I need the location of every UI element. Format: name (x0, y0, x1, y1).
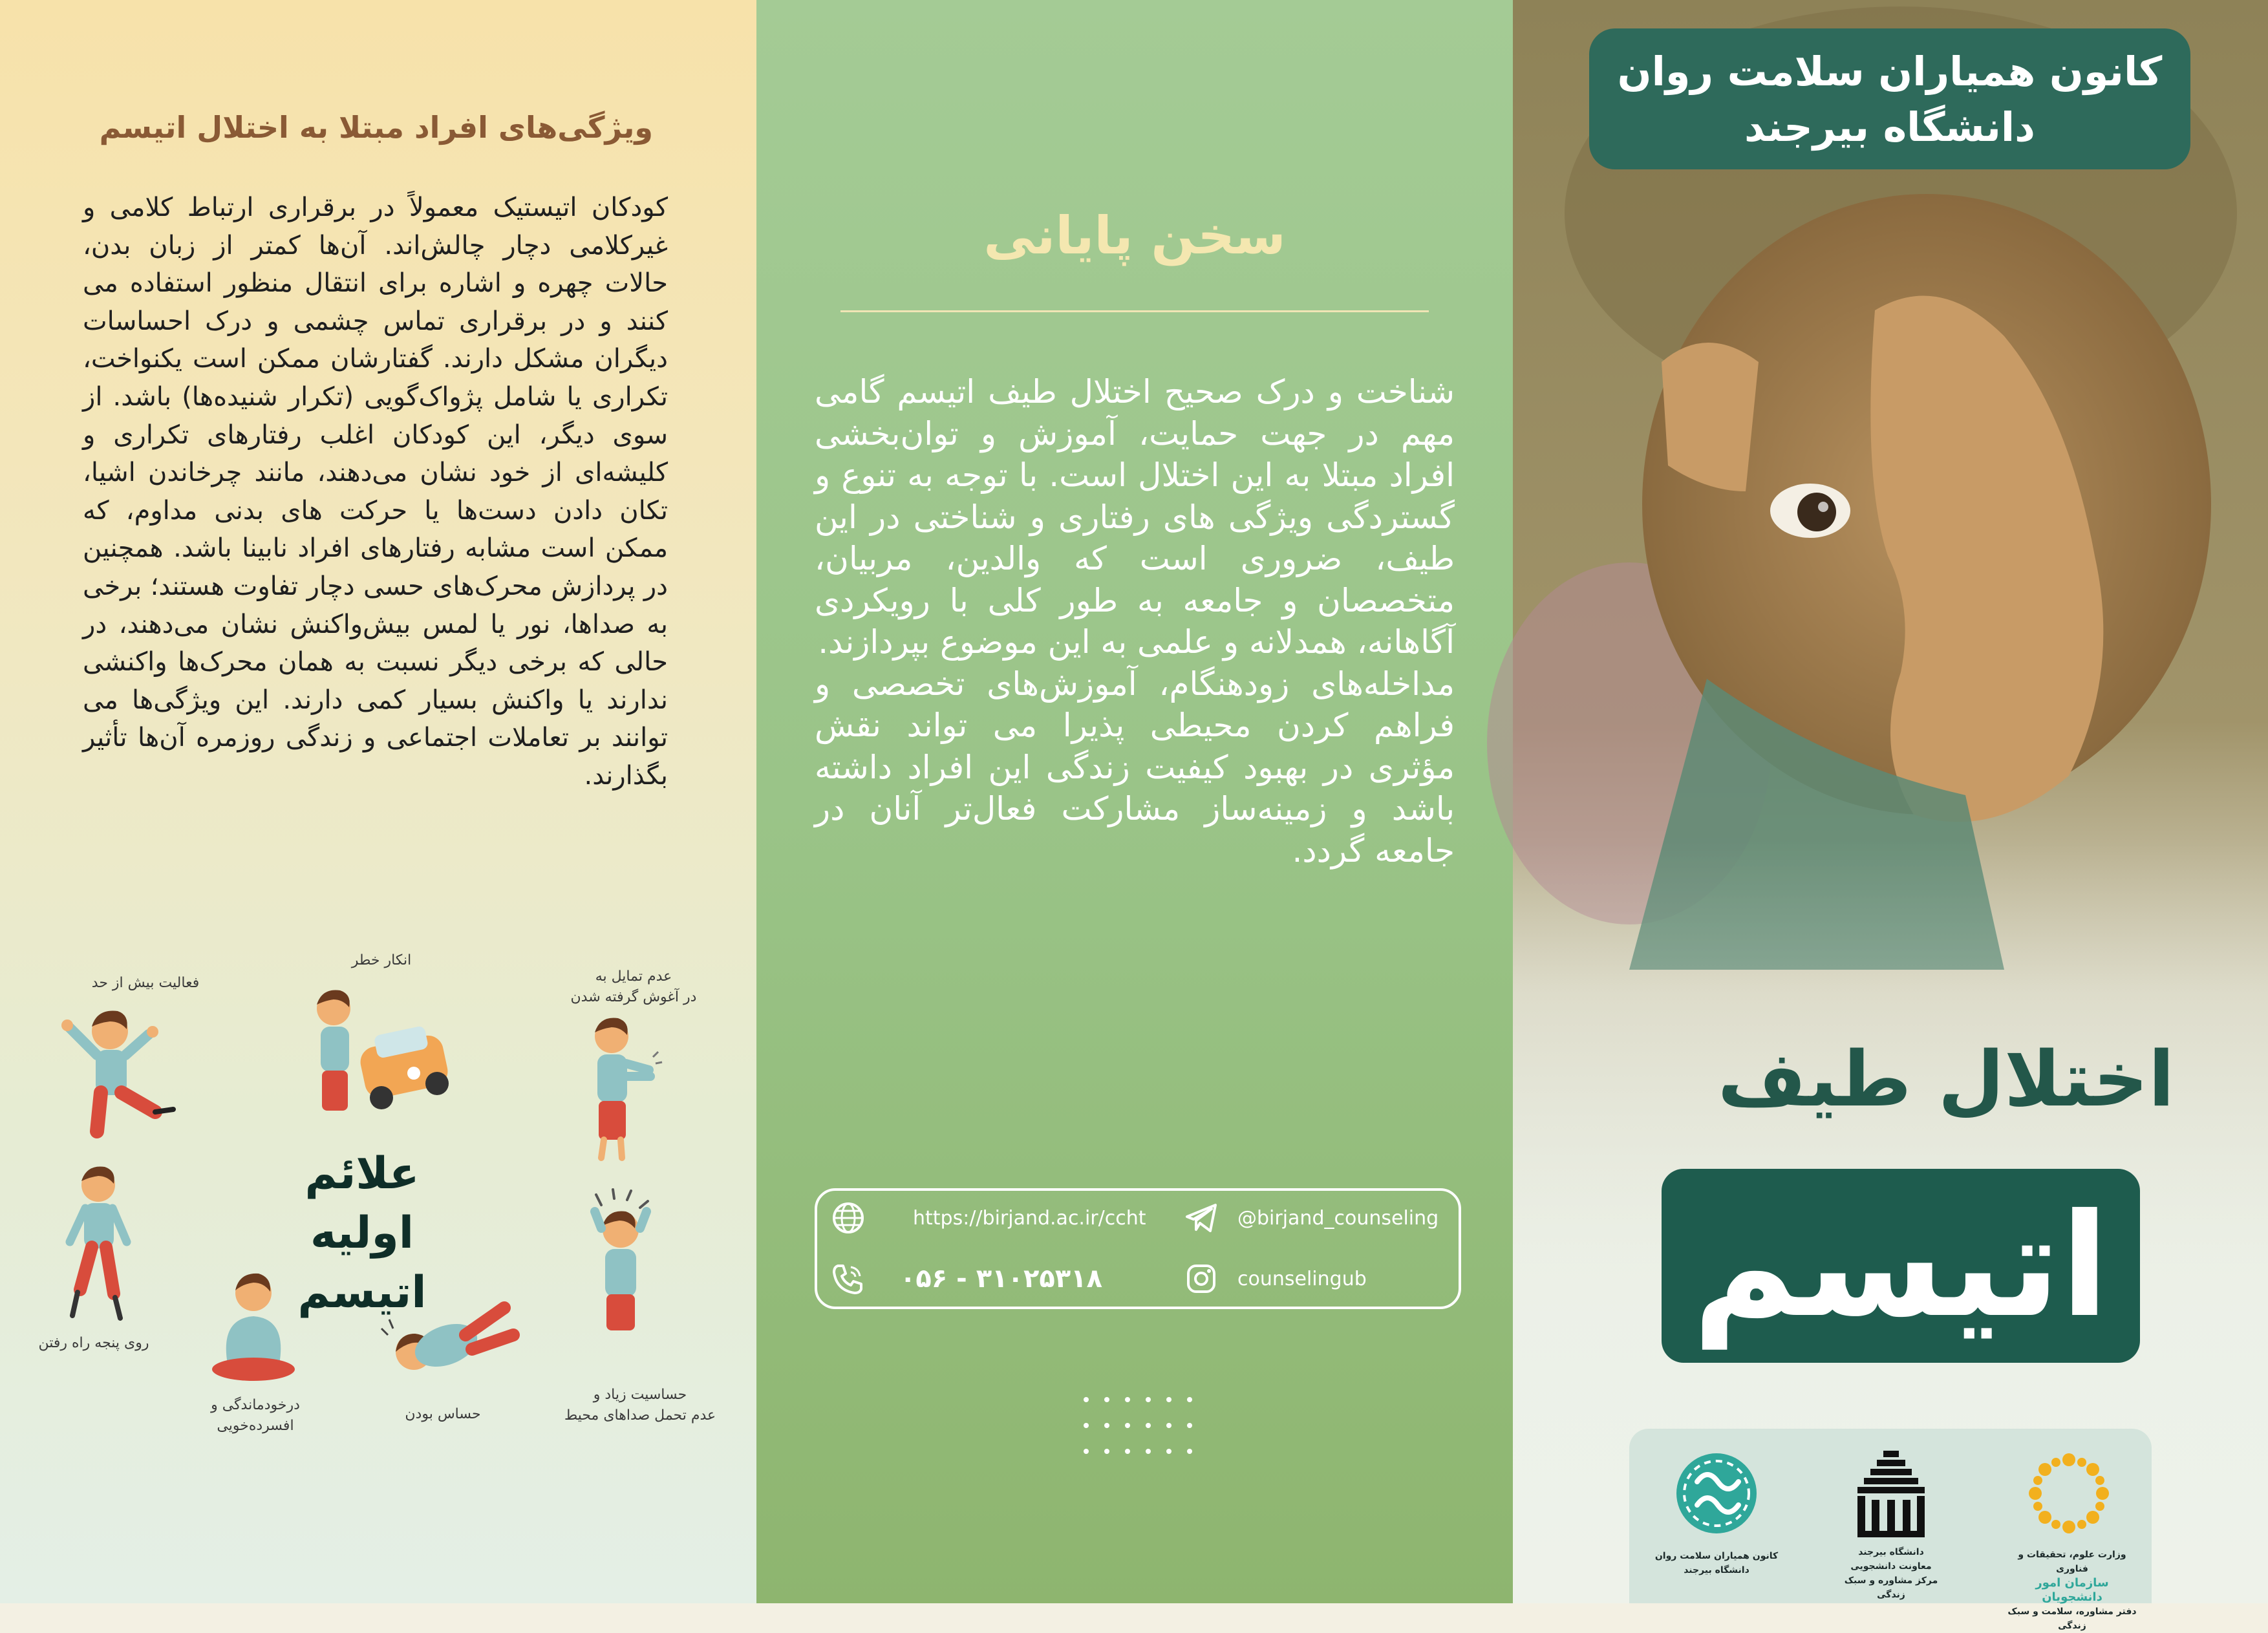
symptoms-title-line2: اتیسم (297, 1267, 427, 1318)
ministry-line3: دفتر مشاوره، سلامت و سبک زندگی (2007, 1606, 2137, 1631)
instagram-icon (1182, 1259, 1221, 1298)
hyperactive-child-illustration (58, 996, 194, 1144)
university-caption (1830, 1545, 1952, 1602)
symptoms-title-line1: علائم اولیه (305, 1148, 420, 1259)
symptom-label-sound-sensitivity (556, 1385, 724, 1426)
organization-badge (1589, 28, 2190, 169)
cover-panel (1513, 0, 2268, 1631)
ministry-line1: وزارت علوم، تحقیقات و فناوری (2018, 1550, 2126, 1574)
university-line2: معاونت دانشجویی (1850, 1561, 1932, 1572)
child-covering-face-photo (1513, 0, 2268, 1603)
telegram-link[interactable] (1182, 1199, 1439, 1237)
withdrawal-line2: افسرده‌خویی (217, 1418, 294, 1434)
club-line2: دانشگاه بیرجند (1684, 1565, 1749, 1575)
ministry-caption (2004, 1548, 2140, 1633)
symptom-label-toe-walking: روی پنجه راه رفتن (38, 1335, 149, 1351)
ministry-line2: سازمان امور دانشجویان (2035, 1576, 2109, 1604)
club-line1: کانون همیاران سلامت روان (1654, 1551, 1779, 1561)
withdrawal-line1: درخودماندگی و (211, 1397, 300, 1413)
features-body: کودکان اتیستیک معمولاً در برقراری ارتباط کلامی و غیرکلامی دچار چالش‌اند. آن‌ها کمتر از زبان بدن، حالات چهره و اشاره برای انتقال منظور استفاده می کنند و در برقراری تماس چشمی و درک احساسات دیگران مشکل دارند. گفتارشان ممکن است یکنواخت، تکراری یا شامل پژواک‌گویی (تکرار شنیده‌ها) باشد. از سوی دیگر، این کودکان اغلب رفتارهای تکراری و کلیشه‌ای از خود نشان می‌دهند، مانند چرخاندن اشیا، تکان دادن دست‌ها یا حرکت های بدنی مداوم، که ممکن است مشابه رفتارهای افراد نابینا باشد. همچنین در پردازش محرک‌های حسی دچار تفاوت هستند؛ برخی به صداها، نور یا لمس بیش‌واکنش نشان می‌دهند، در حالی که برخی دیگر نسبت به همان محرک‌ها واکنشی ندارند یا واکنش بسیار کمی دارند. این ویژگی‌ها می توانند بر تعاملات اجتماعی و زندگی روزمره آن‌ها تأثیر بگذارند. (83, 193, 668, 791)
symptom-label-hyperactivity: فعالیت بیش از حد (91, 975, 200, 991)
phone-link[interactable] (829, 1259, 1102, 1298)
phone-icon (829, 1259, 868, 1298)
org-line2: دانشگاه بیرجند (1744, 103, 2035, 151)
sensitive-child-illustration (375, 1290, 524, 1387)
instagram-link[interactable] (1182, 1259, 1367, 1298)
features-title: ویژگی‌های افراد مبتلا به اختلال اتیسم (99, 110, 653, 145)
instagram-handle: counselingub (1237, 1267, 1367, 1290)
club-knot-logo-icon (1671, 1448, 1762, 1539)
sound-sensitivity-line1: حساسیت زیاد و (593, 1387, 687, 1403)
closing-title: سخن پایانی (983, 206, 1286, 266)
ministry-sun-logo-icon (2024, 1448, 2114, 1539)
telegram-handle: @birjand_counseling (1237, 1206, 1439, 1230)
sound-sensitive-child-illustration (582, 1190, 666, 1345)
symptom-label-sensitive: حساس بودن (405, 1406, 481, 1422)
closing-panel (756, 0, 1513, 1603)
university-line3: مرکز مشاوره و سبک زندگی (1844, 1575, 1938, 1600)
title-autism: اتیسم (1662, 1169, 2140, 1363)
symptom-label-no-hugging (550, 966, 718, 1008)
website-link[interactable] (829, 1199, 1146, 1237)
decorative-dots (1080, 1393, 1196, 1458)
telegram-icon (1182, 1199, 1221, 1237)
withdrawn-child-illustration (207, 1267, 304, 1383)
symptom-label-withdrawal (171, 1395, 339, 1436)
title-spectrum: اختلال طیف (1717, 1034, 2175, 1124)
no-hugging-child-illustration (575, 1012, 666, 1167)
title-divider (840, 310, 1429, 312)
features-panel (0, 0, 756, 1603)
org-line1: کانون همیاران سلامت روان (1617, 48, 2163, 95)
university-emblem-logo-icon (1852, 1448, 1930, 1545)
sponsor-logos (1629, 1429, 2152, 1631)
no-hugging-line2: در آغوش گرفته شدن (570, 989, 697, 1005)
university-line1: دانشگاه بیرجند (1858, 1547, 1924, 1557)
symptom-label-danger-denial: انکار خطر (351, 952, 412, 968)
no-hugging-line1: عدم تمایل به (595, 968, 672, 985)
closing-paragraph-1: شناخت و درک صحیح اختلال طیف اتیسم گامی مهم در جهت حمایت، آموزش و توان‌بخشی افراد مبتلا به این اختلال است. با توجه به تنوع و گستردگی ویژگی های رفتاری و شناختی در این طیف، ضروری است که والدین، مربیان، متخصصان و جامعه به طور کلی با رویکردی آگاهانه، همدلانه و علمی به این موضوع بپردازند. (815, 373, 1455, 661)
closing-paragraph-2: مداخله‌های زودهنگام، آموزش‌های تخصصی و فراهم کردن محیطی پذیرا می تواند نقش مؤثری در بهبود کیفیت زندگی این افراد داشته باشد و زمینه‌ساز مشارکت فعال‌تر آنان در جامعه گردد. (815, 665, 1455, 870)
phone-number: ۰۵۶ - ۳۱۰۲۵۳۱۸ (900, 1264, 1103, 1294)
globe-icon (829, 1199, 868, 1237)
danger-denial-illustration (310, 976, 465, 1125)
contact-box (815, 1188, 1461, 1309)
toe-walking-child-illustration (65, 1160, 149, 1329)
sound-sensitivity-line2: عدم تحمل صداهای محیط (564, 1407, 716, 1424)
club-caption (1649, 1549, 1784, 1577)
closing-body (815, 371, 1455, 871)
website-url: https://birjand.ac.ir/ccht (913, 1206, 1146, 1230)
